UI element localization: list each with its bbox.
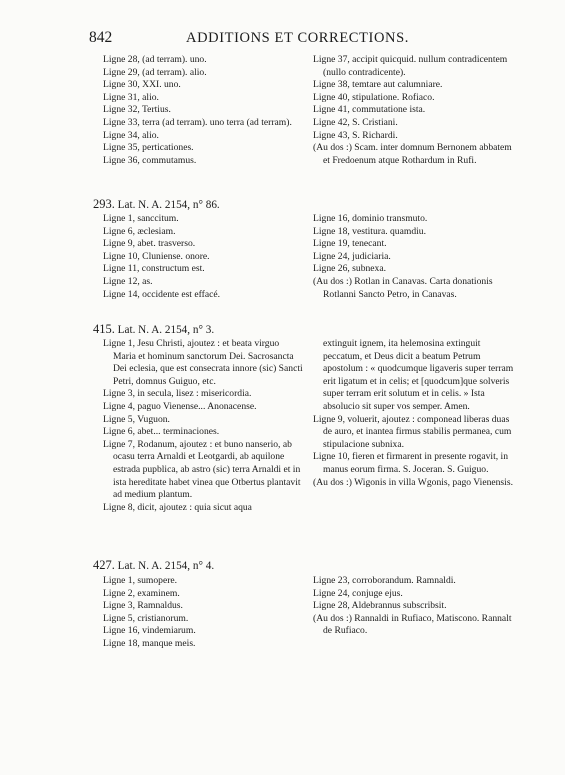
correction-entry: Ligne 35, perticationes. <box>103 142 194 154</box>
correction-entry: Ligne 16, vindemiarum. <box>103 625 196 637</box>
section-427-right-column <box>313 575 519 638</box>
section-1-right-column <box>313 54 519 167</box>
correction-entry: Ligne 5, cristianorum. <box>103 612 189 624</box>
correction-entry: Ligne 12, as. <box>103 275 153 287</box>
charter-number: 293. <box>93 197 115 211</box>
correction-entry: Ligne 7, Rodanum, ajoutez : et buno nanserio, ab ocasu terra Arnaldi et Leotgardi, ab aquilone estrada pupblica, ab astro (sic) terra Arnaldi et in ista hereditate habet vinea que Otbertus plantavit ad medium plantum. <box>103 438 301 501</box>
correction-entry-continued: extinguit ignem, ita helemosina extinguit peccatum, et Deus dicit a beatum Petrum apostolum : « quodcumque ligaveris super terram erit ligatum et in celis; et [quodcum]que solveris super terram erit solutum et in celis. » Ista absolucio sit super vos semper. Amen. <box>323 338 514 412</box>
correction-entry: (Au dos :) Wigonis in villa Wgonis, pago Vienensis. <box>313 476 513 488</box>
correction-entry: Ligne 6, æclesiam. <box>103 225 176 237</box>
section-heading-415 <box>93 322 214 337</box>
correction-entry: Ligne 10, fieren et firmarent in presente rogavit, in manus eorum firma. S. Joceran. S. Guiguo. <box>313 451 508 475</box>
correction-entry: Ligne 24, judiciaria. <box>313 250 391 262</box>
charter-reference: Lat. N. A. 2154, n° 3. <box>117 324 215 336</box>
section-heading-427 <box>93 558 214 573</box>
correction-entry: Ligne 43, S. Richardi. <box>313 129 398 141</box>
correction-entry: Ligne 34, alio. <box>103 129 159 141</box>
charter-reference: Lat. N. A. 2154, n° 4. <box>117 560 215 572</box>
correction-entry: Ligne 33, terra (ad terram). uno terra (ad terram). <box>103 116 292 128</box>
section-1-left-column <box>103 54 303 167</box>
correction-entry: Ligne 30, XXI. uno. <box>103 79 181 91</box>
correction-entry: Ligne 40, stipulatione. Rofiaco. <box>313 91 435 103</box>
correction-entry: Ligne 9, voluerit, ajoutez : componead liberas duas de auro, et inantea firmus stabilis permanea, cum stipulacione subnixa. <box>313 413 512 450</box>
correction-entry: Ligne 9, abet. trasverso. <box>103 238 196 250</box>
page-header <box>0 29 565 49</box>
running-title: ADDITIONS ET CORRECTIONS. <box>186 30 409 46</box>
section-415-right-column <box>313 338 519 489</box>
correction-entry: Ligne 38, temtare aut calumniare. <box>313 79 443 91</box>
correction-entry: Ligne 23, corroborandum. Ramnaldi. <box>313 575 456 586</box>
correction-entry: Ligne 42, S. Cristiani. <box>313 116 398 128</box>
correction-entry: Ligne 8, dicit, ajoutez : quia sicut aqua <box>103 501 252 513</box>
section-415-left-column <box>103 338 303 514</box>
correction-entry: Ligne 1, sanccitum. <box>103 213 179 224</box>
correction-entry: Ligne 3, Ramnaldus. <box>103 600 183 612</box>
correction-entry: Ligne 18, manque meis. <box>103 637 196 649</box>
correction-entry: Ligne 16, dominio transmuto. <box>313 213 428 224</box>
correction-entry: Ligne 10, Cluniense. onore. <box>103 250 210 262</box>
correction-entry: Ligne 18, vestitura. quamdiu. <box>313 225 426 237</box>
correction-entry: (Au dos :) Rannaldi in Rufiaco, Matiscono. Rannalt de Rufiaco. <box>313 612 512 637</box>
correction-entry: (Au dos :) Scam. inter domnum Bernonem abbatem et Fredoenum atque Rothardum in Rufi. <box>313 142 512 166</box>
correction-entry: Ligne 41, commutatione ista. <box>313 104 426 116</box>
correction-entry: Ligne 28, (ad terram). uno. <box>103 54 207 65</box>
section-427-left-column <box>103 575 303 651</box>
correction-entry: Ligne 36, commutamus. <box>103 154 197 166</box>
correction-entry: Ligne 6, abet... terminaciones. <box>103 426 220 438</box>
correction-entry: Ligne 5, Vuguon. <box>103 413 170 425</box>
charter-reference: Lat. N. A. 2154, n° 86. <box>117 199 220 211</box>
correction-entry: Ligne 31, alio. <box>103 91 159 103</box>
section-heading-293 <box>93 197 220 212</box>
correction-entry: Ligne 19, tenecant. <box>313 238 387 250</box>
correction-entry: Ligne 4, paguo Vienense... Anonacense. <box>103 400 257 412</box>
correction-entry: Ligne 1, Jesu Christi, ajoutez : et beata virguo Maria et hominum sanctorum Dei. Sacrosancta Dei eclesia, que est consecrata innore (sic) Sancti Petri, domnus Guiguo, etc. <box>103 338 303 387</box>
correction-entry: Ligne 2, examinem. <box>103 587 180 599</box>
correction-entry: Ligne 24, conjuge ejus. <box>313 587 403 599</box>
correction-entry: Ligne 26, subnexa. <box>313 263 387 275</box>
section-293-right-column <box>313 213 519 301</box>
correction-entry: Ligne 11, constructum est. <box>103 263 205 275</box>
charter-number: 415. <box>93 322 115 336</box>
correction-entry: (Au dos :) Rotlan in Canavas. Carta donationis Rotlanni Sancto Petro, in Canavas. <box>313 275 493 300</box>
correction-entry: Ligne 29, (ad terram). alio. <box>103 66 207 78</box>
correction-entry: Ligne 28, Aldebrannus subscribsit. <box>313 600 447 612</box>
section-293-left-column <box>103 213 303 301</box>
correction-entry: Ligne 3, in secula, lisez : misericordia. <box>103 388 252 400</box>
correction-entry: Ligne 14, occidente est effacé. <box>103 288 221 300</box>
correction-entry: Ligne 1, sumopere. <box>103 575 178 586</box>
charter-number: 427. <box>93 558 115 572</box>
correction-entry: Ligne 37, accipit quicquid. nullum contradicentem (nullo contradicente). <box>313 54 508 78</box>
page-number: 842 <box>89 29 113 46</box>
correction-entry: Ligne 32, Tertius. <box>103 104 171 116</box>
